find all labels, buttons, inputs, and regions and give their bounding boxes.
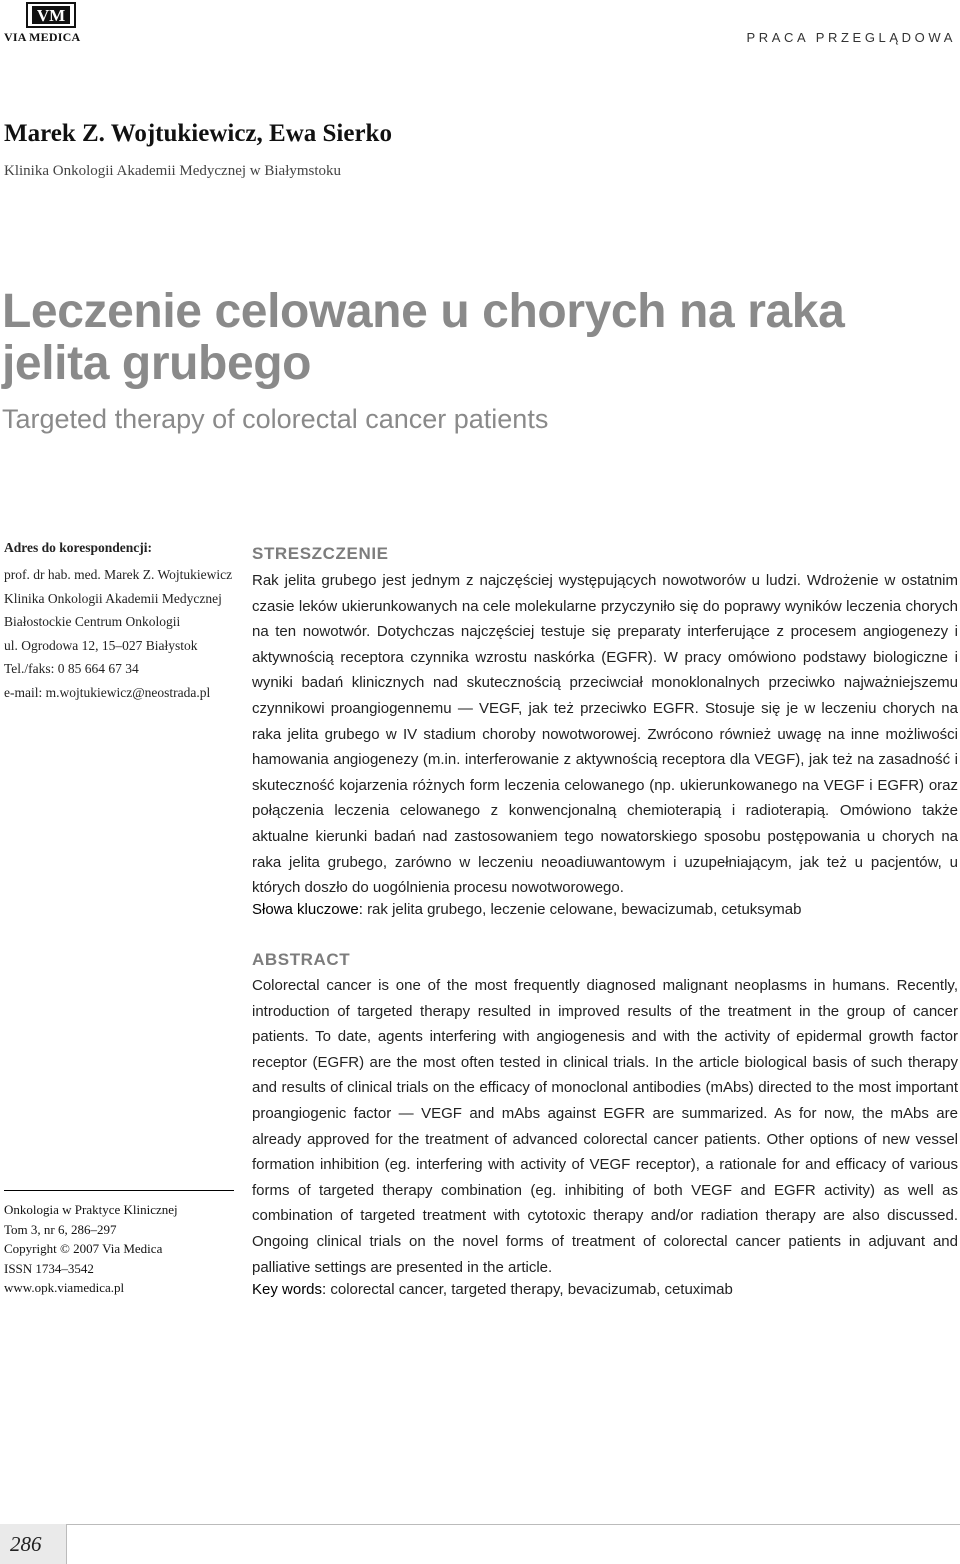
logo-mark-text: VM (36, 6, 66, 25)
vm-logo-icon (26, 2, 76, 28)
affiliation: Klinika Onkologii Akademii Medycznej w Białymstoku (4, 163, 342, 179)
page-number: 286 (10, 1532, 42, 1556)
keywords-value: rak jelita grubego, leczenie celowane, bewacizumab, cetuksymab (367, 901, 802, 918)
title-polish (2, 286, 952, 390)
journal-copyright: Copyright © 2007 Via Medica (4, 1241, 163, 1256)
correspondence-line: prof. dr hab. med. Marek Z. Wojtukiewicz (4, 567, 233, 582)
authors: Marek Z. Wojtukiewicz, Ewa Sierko (4, 120, 392, 147)
abstract-keywords (252, 1281, 733, 1298)
journal-issn: ISSN 1734–3542 (4, 1260, 94, 1276)
journal-info (4, 1200, 178, 1298)
title-english: Targeted therapy of colorectal cancer patients (2, 404, 549, 434)
journal-name: Onkologia w Praktyce Klinicznej (4, 1202, 178, 1217)
streszczenie-body: Rak jelita grubego jest jednym z najczęściej występujących nowotworów u ludzi. Wdrożenie w ostatnim czasie leków ukierunkowanych na cele molekularne przyczyniło się do poprawy wyników leczenia chorych na ten nowotwór. Dotychczas najczęściej testuje się preparaty interferujące z procesem angiogenezy i aktywnością receptora czynnika wzrostu naskórka (EGFR). W pracy omówiono podstawy biologiczne i wyniki badań klinicznych nad skutecznością przeciwciał monoklonalnych przeciwko najważniejszemu czynnikowi proangiogennemu — VEGF, jak też przeciwko EGFR. Stosuje się je w leczeniu chorych na raka jelita grubego w IV stadium choroby nowotworowej. Zwrócono również uwagę na inne możliwości hamowania angiogenezy (m.in. interferowanie z aktywnością receptora dla VEGF), jak też na zasadność i skuteczność kojarzenia różnych form leczenia celowanego (np. ukierunkowanego na VEGF i EGFR) oraz połączenia leczenia celowanego z konwencjonalną chemioterapią i radioterapią. Omówiono także aktualne kierunki badań nad zastosowaniem tego nowatorskiego sposobu postępowania u chorych na raka jelita grubego, zarówno w leczeniu neoadiuwantowym i uzupełniającym, jak też u pacjentów, u których doszło do uogólnienia procesu nowotworowego. (252, 572, 958, 897)
keywords-label: Key words: (252, 1281, 327, 1298)
title-polish-line: jelita grubego (2, 337, 312, 390)
title-polish-line: Leczenie celowane u chorych na raka (2, 285, 845, 338)
streszczenie-heading: STRESZCZENIE (252, 544, 389, 563)
correspondence-heading: Adres do korespondencji: (4, 540, 153, 555)
journal-divider (4, 1190, 234, 1191)
correspondence-line: Tel./faks: 0 85 664 67 34 (4, 661, 139, 676)
journal-volume: Tom 3, nr 6, 286–297 (4, 1221, 117, 1237)
via-medica-logo (4, 2, 94, 44)
logo-brand-text: VIA MEDICA (4, 30, 81, 44)
section-label: PRACA PRZEGLĄDOWA (746, 30, 956, 45)
keywords-label: Słowa kluczowe: (252, 901, 363, 918)
footer-divider (0, 1524, 960, 1525)
abstract-heading: ABSTRACT (252, 950, 351, 969)
correspondence-line: ul. Ogrodowa 12, 15–027 Białystok (4, 637, 198, 653)
correspondence-block (4, 540, 234, 704)
correspondence-line: Klinika Onkologii Akademii Medycznej (4, 590, 222, 606)
correspondence-email[interactable]: e-mail: m.wojtukiewicz@neostrada.pl (4, 684, 211, 700)
journal-website[interactable]: www.opk.viamedica.pl (4, 1280, 125, 1295)
streszczenie-keywords (252, 901, 801, 918)
correspondence-line: Białostockie Centrum Onkologii (4, 614, 181, 629)
abstract-body: Colorectal cancer is one of the most frequently diagnosed malignant neoplasms in humans. Recently, introduction of targeted therapy resulted in improved results of the treatment in the group of cancer patients. To date, agents interfering with angiogenesis and with the activity of epidermal growth factor receptor (EGFR) are the most often tested in clinical trials. In the article biological basis of such therapy and results of clinical trials on the efficacy of monoclonal antibodies (mAbs) directed to the most important proangiogenic factor — VEGF and mAbs against EGFR are summarized. As for now, the mAbs are already approved for the treatment of advanced colorectal cancer patients. Other options of new vessel formation inhibition (eg. interfering with activity of VEGF receptor), a rationale for and efficacy of various forms of targeted therapy combination (eg. inhibiting of both VEGF and EGFR activity) as well as combination of targeted treatment with cytotoxic therapy and/or radiation therapy are also discussed. Ongoing clinical trials on the novel forms of treatment of colorectal cancer patients in adjuvant and palliative settings are presented in the article. (252, 977, 958, 1276)
keywords-value: colorectal cancer, targeted therapy, bevacizumab, cetuximab (330, 1281, 733, 1298)
